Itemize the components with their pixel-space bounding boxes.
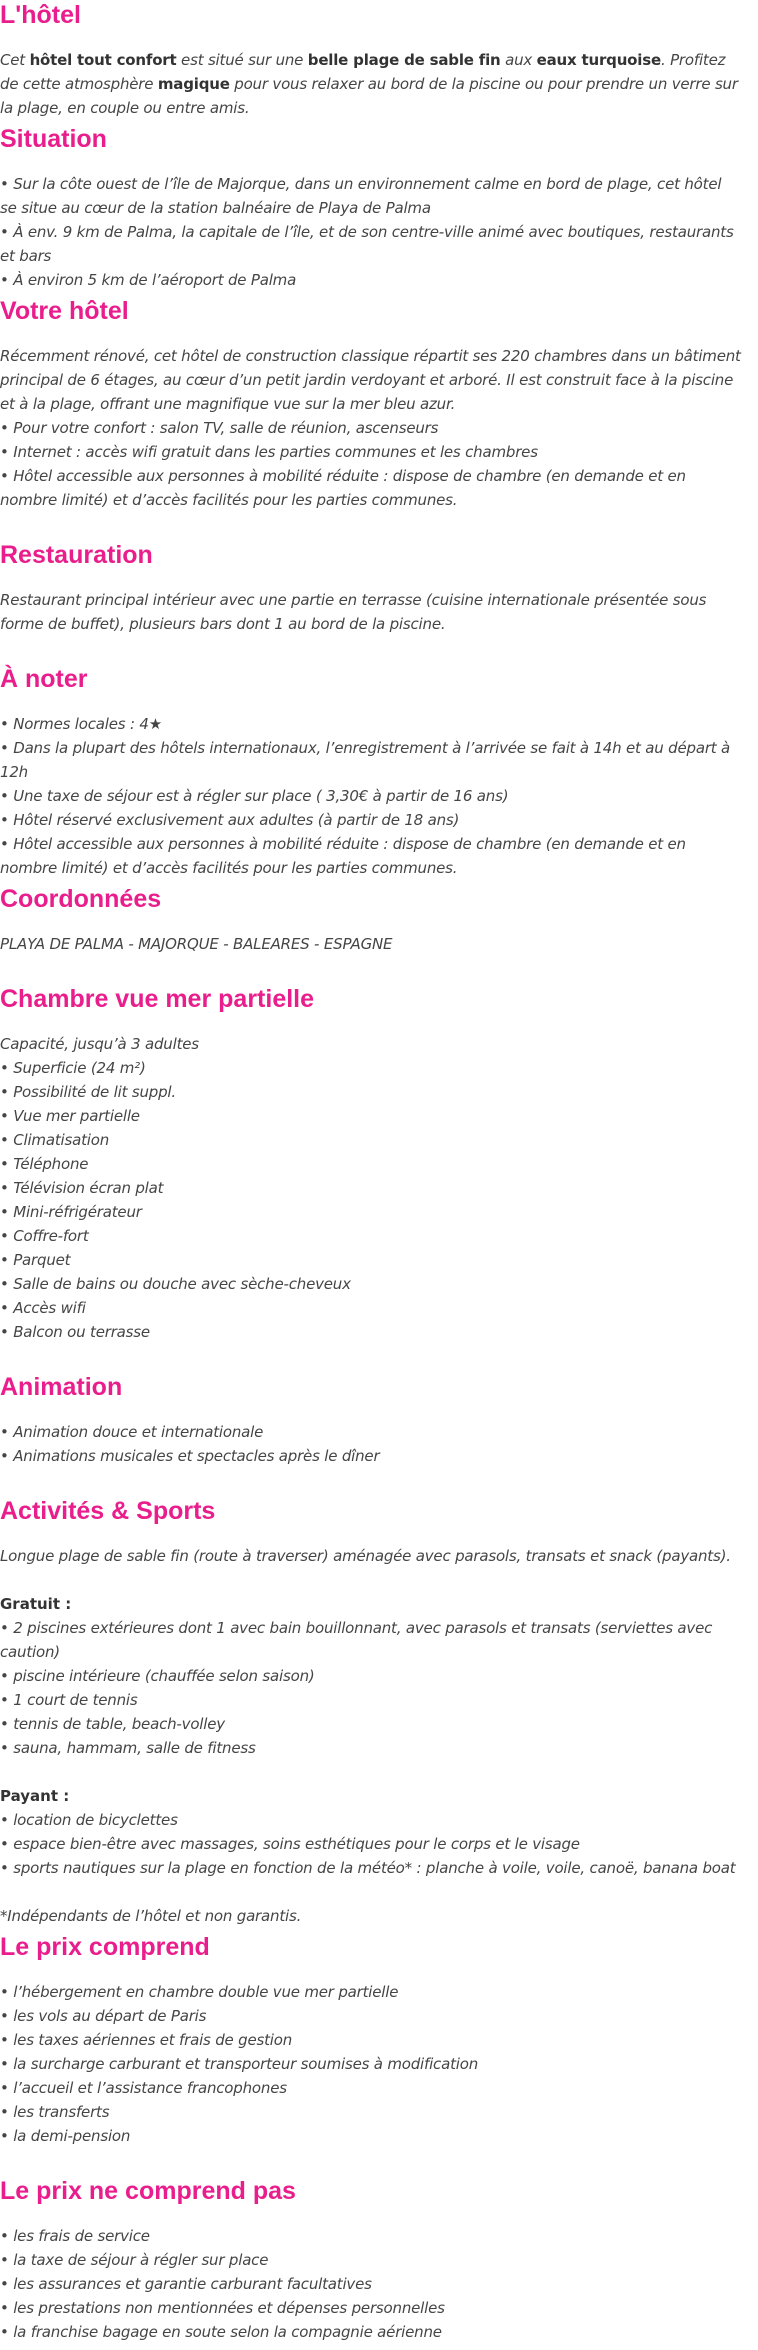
section-title-animation: Animation	[0, 1373, 123, 1401]
list-item: • Superficie (24 m²)	[0, 1059, 146, 1077]
list-item: • Balcon ou terrasse	[0, 1323, 150, 1341]
list-item: • les vols au départ de Paris	[0, 2007, 207, 2025]
list-item: • Mini-réfrigérateur	[0, 1203, 142, 1221]
prix-comprend-list	[0, 1980, 742, 2148]
address-text: PLAYA DE PALMA - MAJORQUE - BALEARES - ESPAGNE	[0, 935, 393, 953]
gratuit-label: Gratuit :	[0, 1595, 72, 1613]
list-item: • Télévision écran plat	[0, 1179, 164, 1197]
prix-ne-comprend-pas-list	[0, 2224, 742, 2344]
list-item: • la demi-pension	[0, 2127, 131, 2145]
animation-list	[0, 1420, 742, 1468]
section-coordonnees	[0, 884, 742, 956]
section-title-a-noter: À noter	[0, 665, 88, 693]
list-item: • Téléphone	[0, 1155, 89, 1173]
list-item: • les taxes aériennes et frais de gestion	[0, 2031, 293, 2049]
chambre-list	[0, 1032, 742, 1344]
restauration-paragraph: Restaurant principal intérieur avec une partie en terrasse (cuisine internationale présentée sous forme de buffet), plusieurs bars dont 1 au bord de la piscine.	[0, 591, 707, 633]
restauration-content	[0, 588, 742, 636]
payant-label: Payant :	[0, 1787, 70, 1805]
list-item: • Vue mer partielle	[0, 1107, 140, 1125]
list-item: • Animation douce et internationale	[0, 1423, 264, 1441]
section-a-noter	[0, 664, 742, 880]
section-hotel	[0, 0, 742, 120]
list-item: Capacité, jusqu’à 3 adultes	[0, 1035, 199, 1053]
list-item: • Internet : accès wifi gratuit dans les parties communes et les chambres	[0, 443, 538, 461]
list-item: • sports nautiques sur la plage en fonction de la météo* : planche à voile, voile, canoë, banana boat	[0, 1859, 736, 1877]
section-activites	[0, 1496, 742, 1928]
section-situation	[0, 124, 742, 292]
list-item: • Normes locales : 4★	[0, 715, 162, 733]
list-item: • l’hébergement en chambre double vue mer partielle	[0, 1983, 399, 2001]
list-item: • la taxe de séjour à régler sur place	[0, 2251, 269, 2269]
list-item: • les assurances et garantie carburant facultatives	[0, 2275, 372, 2293]
list-item: • Parquet	[0, 1251, 71, 1269]
list-item: • Coffre-fort	[0, 1227, 89, 1245]
votre-hotel-content	[0, 344, 742, 512]
list-item: • piscine intérieure (chauffée selon saison)	[0, 1667, 315, 1685]
list-item: • À env. 9 km de Palma, la capitale de l’île, et de son centre-ville animé avec boutiques, restaurants et bars	[0, 223, 734, 265]
section-prix-ne-comprend-pas	[0, 2176, 742, 2344]
list-item: • l’accueil et l’assistance francophones	[0, 2079, 287, 2097]
activites-footnote: *Indépendants de l’hôtel et non garantis.	[0, 1907, 302, 1925]
list-item: • Hôtel réservé exclusivement aux adultes (à partir de 18 ans)	[0, 811, 460, 829]
votre-hotel-paragraph: Récemment rénové, cet hôtel de construction classique répartit ses 220 chambres dans un bâtiment principal de 6 étages, au cœur d’un petit jardin verdoyant et arboré. Il est construit face à la piscine et à la plage, offrant une magnifique vue sur la mer bleu azur.	[0, 347, 741, 413]
section-title-votre-hotel: Votre hôtel	[0, 297, 129, 325]
list-item: • sauna, hammam, salle de fitness	[0, 1739, 256, 1757]
hotel-intro-text: Cet hôtel tout confort est situé sur une belle plage de sable fin aux eaux turquoise. Profitez de cette atmosphère magique pour vous relaxer au bord de la piscine ou pour prendre un verre sur la plage, en couple ou entre amis.	[0, 51, 738, 117]
hotel-intro	[0, 48, 742, 120]
section-title-activites: Activités & Sports	[0, 1497, 216, 1525]
coordonnees-content	[0, 932, 742, 956]
list-item: • Animations musicales et spectacles après le dîner	[0, 1447, 380, 1465]
section-title-prix-comprend: Le prix comprend	[0, 1933, 210, 1961]
list-item: • Possibilité de lit suppl.	[0, 1083, 176, 1101]
list-item: • la surcharge carburant et transporteur soumises à modification	[0, 2055, 479, 2073]
section-title-chambre: Chambre vue mer partielle	[0, 985, 315, 1013]
activites-paragraph: Longue plage de sable fin (route à traverser) aménagée avec parasols, transats et snack (payants).	[0, 1547, 731, 1565]
list-item: • Climatisation	[0, 1131, 110, 1149]
list-item: • 1 court de tennis	[0, 1691, 138, 1709]
section-title-restauration: Restauration	[0, 541, 153, 569]
section-title-coordonnees: Coordonnées	[0, 885, 162, 913]
list-item: • location de bicyclettes	[0, 1811, 178, 1829]
list-item: • 2 piscines extérieures dont 1 avec bain bouillonnant, avec parasols et transats (serviettes avec caution)	[0, 1619, 713, 1661]
list-item: • les frais de service	[0, 2227, 150, 2245]
section-votre-hotel	[0, 296, 742, 512]
list-item: • tennis de table, beach-volley	[0, 1715, 225, 1733]
section-title-hotel: L'hôtel	[0, 1, 81, 29]
list-item: • À environ 5 km de l’aéroport de Palma	[0, 271, 297, 289]
list-item: • Sur la côte ouest de l’île de Majorque, dans un environnement calme en bord de plage, cet hôtel se situe au cœur de la station balnéaire de Playa de Palma	[0, 175, 722, 217]
list-item: • Pour votre confort : salon TV, salle de réunion, ascenseurs	[0, 419, 439, 437]
section-title-situation: Situation	[0, 125, 107, 153]
list-item: • les prestations non mentionnées et dépenses personnelles	[0, 2299, 445, 2317]
section-restauration	[0, 540, 742, 636]
activites-content	[0, 1544, 742, 1928]
list-item: • Une taxe de séjour est à régler sur place ( 3,30€ à partir de 16 ans)	[0, 787, 509, 805]
section-prix-comprend	[0, 1932, 742, 2148]
list-item: • Dans la plupart des hôtels internationaux, l’enregistrement à l’arrivée se fait à 14h et au départ à 12h	[0, 739, 731, 781]
situation-list	[0, 172, 742, 292]
list-item: • Accès wifi	[0, 1299, 86, 1317]
section-chambre	[0, 984, 742, 1344]
section-animation	[0, 1372, 742, 1468]
a-noter-list	[0, 712, 742, 880]
list-item: • les transferts	[0, 2103, 110, 2121]
list-item: • Salle de bains ou douche avec sèche-cheveux	[0, 1275, 351, 1293]
list-item: • espace bien-être avec massages, soins esthétiques pour le corps et le visage	[0, 1835, 580, 1853]
list-item: • la franchise bagage en soute selon la compagnie aérienne	[0, 2323, 442, 2341]
list-item: • Hôtel accessible aux personnes à mobilité réduite : dispose de chambre (en demande et en nombre limité) et d’accès facilités pour les parties communes.	[0, 467, 686, 509]
list-item: • Hôtel accessible aux personnes à mobilité réduite : dispose de chambre (en demande et en nombre limité) et d’accès facilités pour les parties communes.	[0, 835, 686, 877]
section-title-prix-ne-comprend-pas: Le prix ne comprend pas	[0, 2177, 296, 2205]
